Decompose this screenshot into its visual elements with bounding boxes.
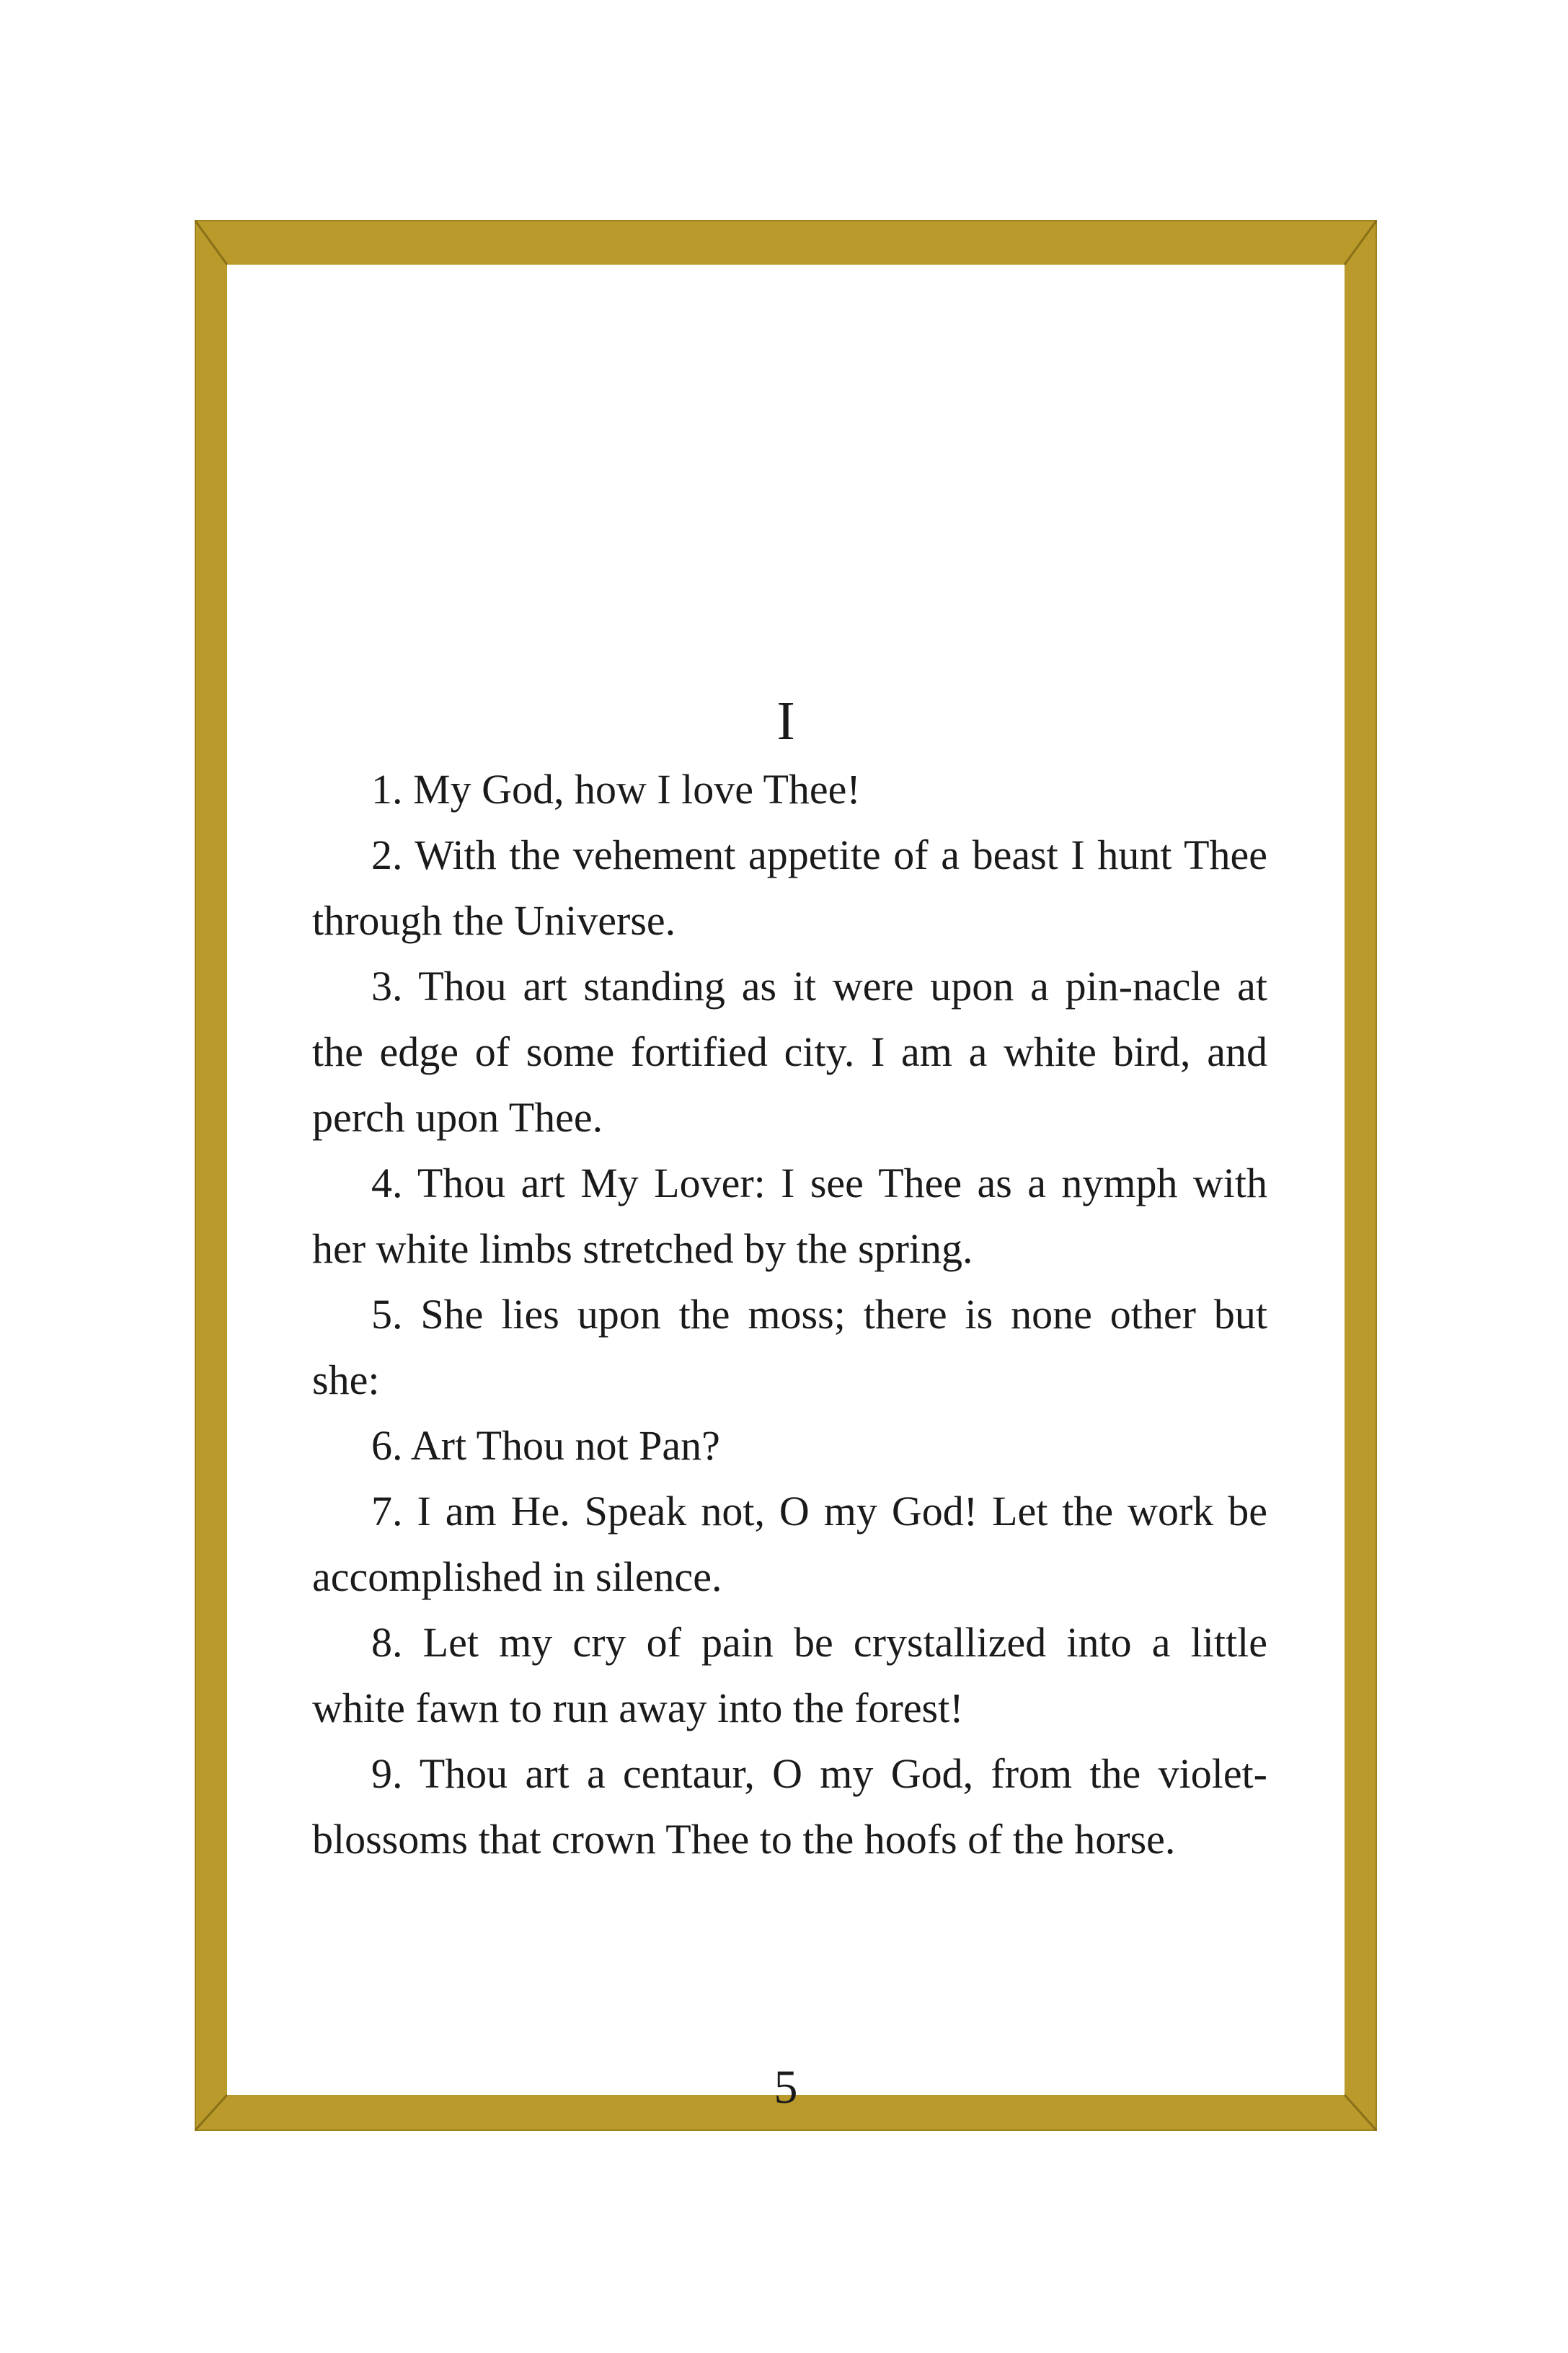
page-content-area — [227, 265, 1345, 2114]
gold-border-frame — [195, 220, 1377, 2131]
verse-3: 3. Thou art standing as it were upon a pin-nacle at the edge of some fortified city. I am a white bird, and perch upon Thee. — [312, 963, 1267, 1141]
verse-list — [312, 756, 1267, 1872]
verse-5: 5. She lies upon the moss; there is none other but she: — [312, 1291, 1267, 1403]
verse-9: 9. Thou art a centaur, O my God, from the violet-blossoms that crown Thee to the hoofs of the horse. — [312, 1750, 1267, 1863]
verse-7: 7. I am He. Speak not, O my God! Let the work be accomplished in silence. — [312, 1488, 1267, 1600]
verse-1: 1. My God, how I love Thee! — [371, 766, 861, 813]
verse-2: 2. With the vehement appetite of a beast I hunt Thee through the Universe. — [312, 831, 1267, 944]
verse-4: 4. Thou art My Lover: I see Thee as a nymph with her white limbs stretched by the spring. — [312, 1160, 1267, 1272]
page-number: 5 — [774, 2061, 798, 2114]
verse-6: 6. Art Thou not Pan? — [371, 1422, 720, 1469]
chapter-heading: I — [776, 691, 795, 751]
verse-8: 8. Let my cry of pain be crystallized into a little white fawn to run away into the forest! — [312, 1619, 1267, 1731]
